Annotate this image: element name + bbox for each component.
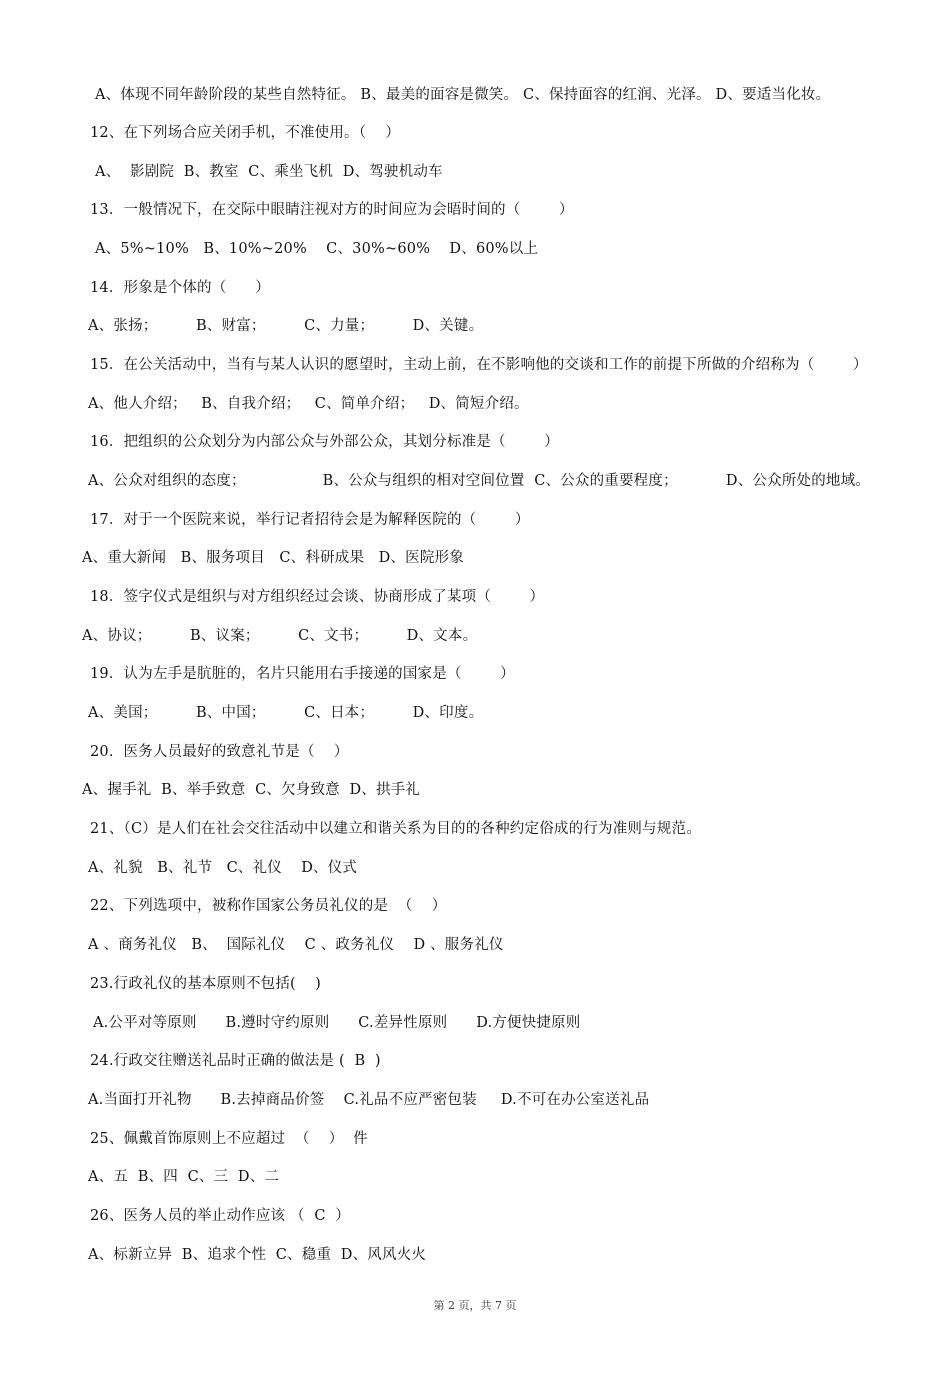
q22-question: 22、下列选项中，被称作国家公务员礼仪的是 （ ） bbox=[90, 898, 447, 914]
q26-options: A、标新立异 B、追求个性 C、稳重 D、风风火火 bbox=[88, 1247, 427, 1263]
q17-options: A、重大新闻 B、服务项目 C、科研成果 D、医院形象 bbox=[82, 550, 464, 566]
q16-options: A、公众对组织的态度； B、公众与组织的相对空间位置 C、公众的重要程度； D、公众所处的地域。 bbox=[88, 473, 870, 489]
q17-question: 17．对于一个医院来说，举行记者招待会是为解释医院的（ ） bbox=[90, 512, 530, 528]
q23-options: A.公平对等原则 B.遵时守约原则 C.差异性原则 D.方便快捷原则 bbox=[93, 1015, 581, 1031]
q21-options: A、礼貌 B、礼节 C、礼仪 D、仪式 bbox=[88, 860, 358, 876]
q23-question: 23.行政礼仪的基本原则不包括( ) bbox=[90, 976, 322, 992]
q21-question: 21、（C）是人们在社会交往活动中以建立和谐关系为目的的各种约定俗成的行为准则与规范。 bbox=[90, 821, 701, 837]
q12-options: A、 影剧院 B、教室 C、乘坐飞机 D、驾驶机动车 bbox=[95, 164, 443, 180]
q14-options: A、张扬； B、财富； C、力量； D、关键。 bbox=[88, 318, 484, 334]
q24-options: A.当面打开礼物 B.去掉商品价签 C.礼品不应严密包装 D.不可在办公室送礼品 bbox=[88, 1092, 650, 1108]
q18-question: 18．签字仪式是组织与对方组织经过会谈、协商形成了某项（ ） bbox=[90, 589, 545, 605]
q13-question: 13．一般情况下，在交际中眼睛注视对方的时间应为会晤时间的（ ） bbox=[90, 202, 574, 218]
q11-options: A、体现不同年龄阶段的某些自然特征。 B、最美的面容是微笑。 C、保持面容的红润、光泽。 D、要适当化妆。 bbox=[95, 87, 831, 103]
q19-question: 19．认为左手是肮脏的，名片只能用右手接递的国家是（ ） bbox=[90, 666, 515, 682]
q15-question: 15．在公关活动中，当有与某人认识的愿望时，主动上前，在不影响他的交谈和工作的前提下所做的介绍称为（ ） bbox=[90, 357, 868, 373]
q20-options: A、握手礼 B、举手致意 C、欠身致意 D、拱手礼 bbox=[82, 782, 421, 798]
q24-question: 24.行政交往赠送礼品时正确的做法是 ( B ) bbox=[90, 1053, 381, 1069]
q16-question: 16．把组织的公众划分为内部公众与外部公众，其划分标准是（ ） bbox=[90, 434, 559, 450]
q25-options: A、五 B、四 C、三 D、二 bbox=[88, 1169, 280, 1185]
q26-question: 26、医务人员的举止动作应该 （ C ） bbox=[90, 1208, 350, 1224]
q14-question: 14．形象是个体的（ ） bbox=[90, 280, 271, 296]
q20-question: 20．医务人员最好的致意礼节是（ ） bbox=[90, 744, 349, 760]
q25-question: 25、佩戴首饰原则上不应超过 （ ） 件 bbox=[90, 1131, 368, 1147]
q12-question: 12、在下列场合应关闭手机，不准使用。（ ） bbox=[90, 125, 401, 141]
q22-options: A 、商务礼仪 B、 国际礼仪 C 、政务礼仪 D 、服务礼仪 bbox=[88, 937, 504, 953]
q18-options: A、协议； B、议案； C、文书； D、文本。 bbox=[82, 628, 478, 644]
page-number-footer: 第 2 页，共 7 页 bbox=[433, 1299, 517, 1312]
q13-options: A、5%~10% B、10%~20% C、30%~60% D、60%以上 bbox=[95, 241, 539, 257]
q15-options: A、他人介绍； B、自我介绍； C、简单介绍； D、简短介绍。 bbox=[88, 396, 529, 412]
q19-options: A、美国； B、中国； C、日本； D、印度。 bbox=[88, 705, 484, 721]
